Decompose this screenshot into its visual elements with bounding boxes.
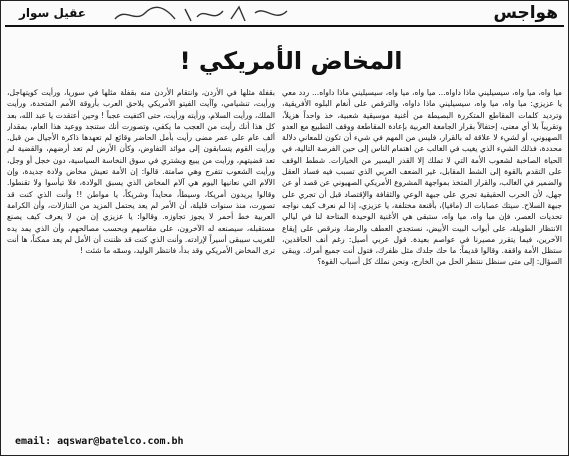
article-text-left: بقفلة مثلها في الأردن، وانتقام الأردن منه بقفلة مثلها في سوريا، ورأيت كويتهاجل، ورأيت، تنشيامي، وآأيت الفيتو الأمريكي يلاحق العرب بأروقة الأمم المتحدة، ورأيت الملك، ورأيت السلام، ورأيته ورأيت، حتى اكتفيت عجباً ! وحين أعتقدت يا عبد الله، بعد كل هذا أنك رأيت من العجب ما يكفي، وتصورت أنك ستنجد ووعيد هذا العام، بمقدار ألف عام على عمر مضى رأيت بأمل الحاضر وقائع لم تعهدها ذاكرة الأجيال من قبل. ورأيت القوم يتسابقون إلى موائد التفاوض، وكأن الأرض لم تعد أرضهم، والقضية لم تعد قضيتهم، ورأيت من يبيع ويشتري في سوق النخاسة السياسية، دون خجل أو وجل، ورأيت الشعوب تتفرج وهي صامتة. قالوا: إن الأمة تعيش مخاض ولادة جديدة، وإن الآلام التي نعانيها اليوم هي آلام المخاض الذي يسبق الولادة، فلا تيأسوا ولا تقنطوا. وقالوا يريدون أمريكا، وسيطاً، محايداً وشريكاً، يا مواطن !! وأنت الذي كنت قد تصورت، منذ سنوات قليلة، أن الأمر لم يعد يحتمل المزيد من التنازلات، وأن الكرامة العربية خط أحمر لا يجوز تجاوزه. وقالوا: يا عزيزي إن من لا يعرف كيف يصنع مستقبله، سيصنعه له الآخرون، على مقاسهم وبحسب مصالحهم، وأن الذي يمد يده للغريب سيبقى أسيراً لإرادته. وأنت الذي كنت قد ظننت أن الأمل لم يعد ممكناً، ها أنت ترى المخاض الأمريكي وقد بدأ، فانتظر الوليد، وسمّه ما شئت ! [7,88,275,256]
handwritten-date-annotation [105,3,305,25]
article-text-right: ميا واه، ميا واه، سيسيليني ماذا داواه... ميا واه، ميا واه، سيسيليني ماذا داواه... ردد معي يا عزيزي: ميا واه، ميا واه، سيسيليني ماذا داواه، والترقص على أنغام البلوه الأفريقية، وترديد كلمات المقاطع المتكررة البصيطة من أغنية موسيقية شعبية، خذ واحداً هزيلاً، وتقريباً بلا أي معنى، إحتفالاً بقرار الجامعة العربية بإعادة المقاطعة ووقف التطبيع مع العدو الصهيوني، أو لشيء لا علاقة له بالقرار، فليس من المهم في شيء أن تكون للمعاني دلالة محددة، فذلك الشيء الذي يغيب في الغالب عن اهتمام الناس إلى حين الفرصة التالية، في الحياة الصاخبة لشعوب الأمة التي لا تملك إلا القدر اليسير من الخيارات. شطط الوقف على التقدم بالقوة إلى الشط المقابل، غير الضعف العربي الذي تسبب فيه فساد العقل والضمير في الغالب، والقرار المتخذ بمواجهة المشروع الأمريكي الصهيوني عن قصد أو عن جهل، لأن الحرب الحقيقية تجري على جبهة الوعي والثقافة والإقتصاد قبل أن تجري على جبهة السلاح. سيتك عصابات الـ (مافيا)، بأقنعة مختلفة، يا عزيزي، إذا لم نعرف كيف نواجه تحديات العصر، فإن ميا واه، ميا واه، ستبقى هي الأغنية الوحيدة المتاحة لنا في ليالي الانتظار الطويلة، على أبواب البيت الأبيض، نستجدي العطف والرضا، ونرقص على إيقاع الآخرين، فيما يتقرر مصيرنا في عواصم بعيدة. قول عربي أصيل: رغم أنف الحاقدين، ستظل الأمة واقفة. وقالوا قديماً: ما حك جلدك مثل ظفرك، فتول أنت جميع أمرك. ويبقى السؤال: إلى متى سنظل ننتظر الحل من الخارج، ونحن نملك كل أسباب القوة؟ [282,88,562,267]
author-name: عقيل سوار [19,6,86,20]
article-column-right [282,87,562,455]
article-column-left [7,87,275,427]
article-headline: المخاض الأمريكي ! [179,47,403,75]
column-title: هواجس [493,3,558,23]
column-header [5,3,564,27]
author-email: email: aqswar@batelco.com.bh [15,436,184,447]
